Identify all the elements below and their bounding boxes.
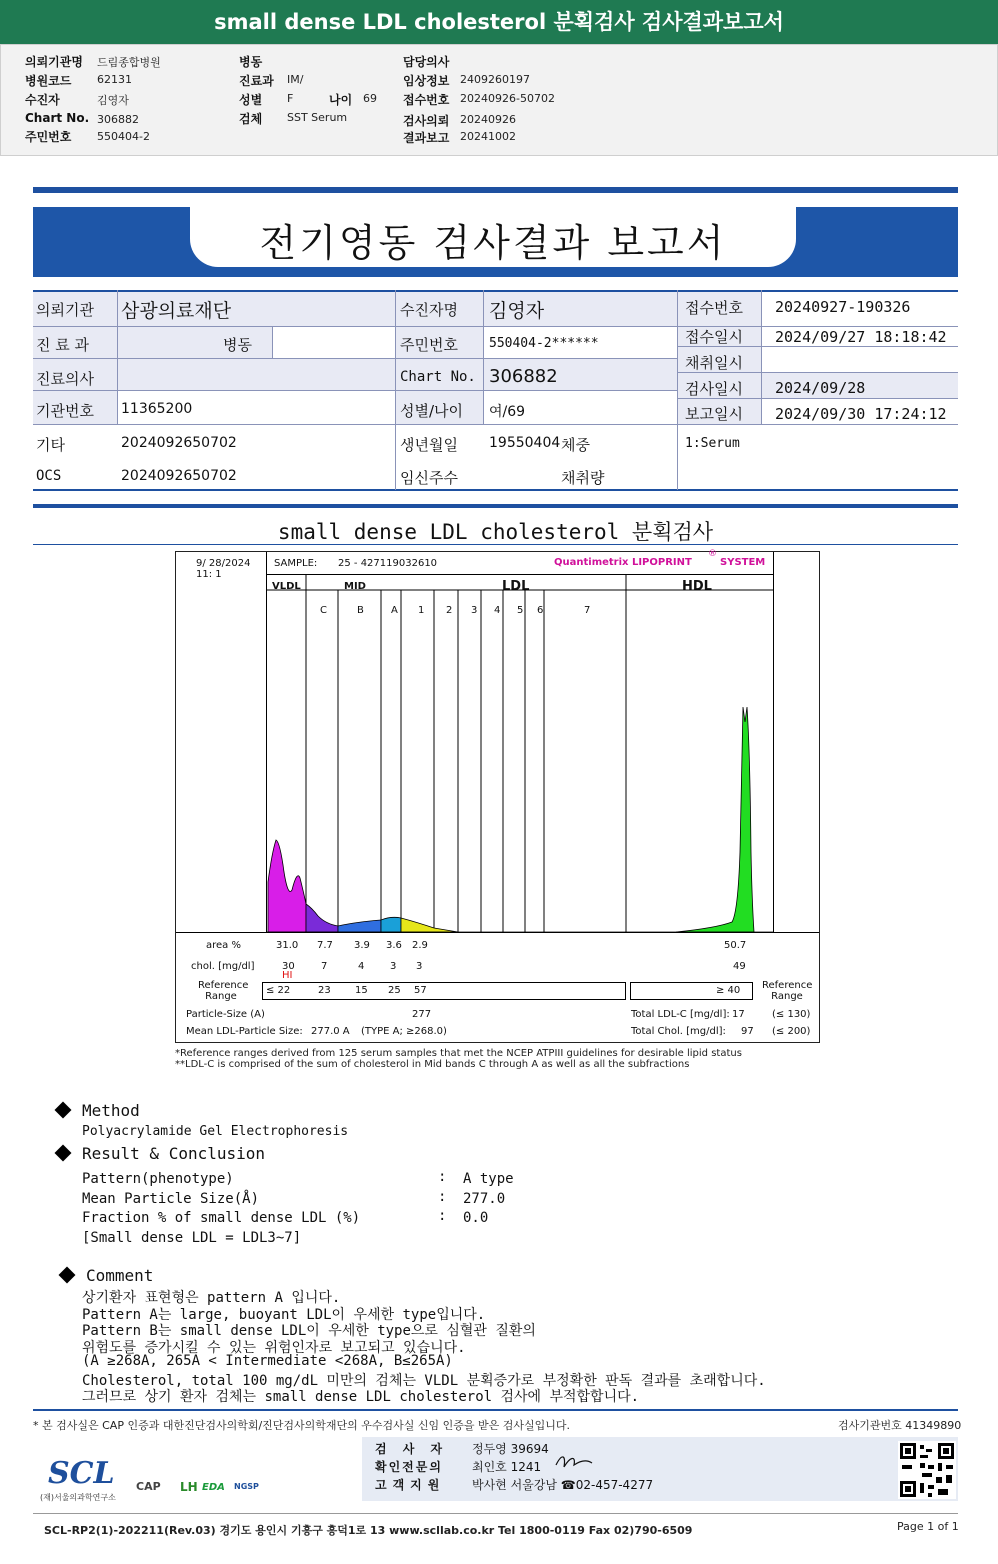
chol-label: chol. [mg/dl] bbox=[191, 961, 255, 972]
result-colon: : bbox=[438, 1169, 447, 1185]
chol-value: 3 bbox=[390, 961, 397, 972]
total-chol-ref: (≤ 200) bbox=[772, 1026, 811, 1037]
signer-value: 박사현 서울강남 ☎02-457-4277 bbox=[472, 1478, 654, 1492]
fraction-area-mid-a bbox=[381, 917, 401, 932]
doctor-label: 진료의사 bbox=[36, 370, 94, 388]
report-title: 전기영동 검사결과 보고서 bbox=[259, 221, 727, 265]
chol-value: 49 bbox=[733, 961, 746, 972]
high-flag: HI bbox=[282, 970, 293, 981]
area-value: 2.9 bbox=[412, 940, 428, 951]
fraction-area-ldl1 bbox=[401, 918, 458, 932]
signer-label: 검 사 자 bbox=[375, 1442, 449, 1456]
footer-rule bbox=[33, 1409, 958, 1411]
total-chol-value: 97 bbox=[741, 1026, 754, 1037]
particle-size-value: 277 bbox=[412, 1009, 432, 1020]
chol-value: 3 bbox=[416, 961, 423, 972]
band-label: 1 bbox=[418, 605, 425, 616]
sample-label: SAMPLE: bbox=[274, 558, 318, 569]
top-label: 진료과 bbox=[239, 74, 274, 88]
collect-label: 채취일시 bbox=[685, 354, 743, 372]
band-label: 6 bbox=[537, 605, 544, 616]
band-label: B bbox=[357, 605, 364, 616]
top-info-panel bbox=[0, 44, 998, 156]
scl-logo: SCL bbox=[48, 1456, 115, 1491]
diamond-bullet-icon bbox=[55, 1102, 72, 1119]
top-value: IM/ bbox=[287, 73, 304, 86]
sexage-label: 성별/나이 bbox=[400, 402, 464, 420]
comment-line: Pattern A는 large, buoyant LDL이 우세한 type입니다. bbox=[82, 1307, 486, 1323]
mean-ldl-type: (TYPE A; ≥268.0) bbox=[361, 1026, 447, 1037]
reference-value: 57 bbox=[414, 985, 427, 996]
top-value: 20240926-50702 bbox=[460, 92, 555, 105]
top-label: Chart No. bbox=[25, 111, 90, 125]
certification-note: * 본 검사실은 CAP 인증과 대한진단검사의학회/진단검사의학재단의 우수검사실 신임 인증을 받은 검사실입니다. bbox=[33, 1419, 571, 1432]
ocs-label: OCS bbox=[36, 468, 62, 484]
reference-value: ≤ 22 bbox=[266, 985, 291, 996]
band-label: C bbox=[320, 605, 327, 616]
patient-label: 수진자명 bbox=[400, 301, 458, 319]
top-value: SST Serum bbox=[287, 111, 348, 124]
total-chol-label: Total Chol. [mg/dl]: bbox=[631, 1026, 726, 1037]
bottom-rule bbox=[33, 1513, 958, 1514]
weight-label: 체중 bbox=[561, 436, 590, 454]
particle-size-label: Particle-Size (A) bbox=[186, 1009, 265, 1020]
report-label: 보고일시 bbox=[685, 405, 743, 423]
birth-value: 19550404 bbox=[489, 435, 561, 451]
qr-code-icon bbox=[898, 1441, 956, 1499]
receipt-dt-label: 접수일시 bbox=[685, 328, 743, 346]
area-value: 7.7 bbox=[317, 940, 333, 951]
band-label: 7 bbox=[584, 605, 591, 616]
reference-value: 15 bbox=[355, 985, 368, 996]
top-value: 62131 bbox=[97, 73, 132, 86]
sexage-value: 여/69 bbox=[489, 404, 526, 420]
top-label: 접수번호 bbox=[403, 93, 450, 107]
total-ldl-label: Total LDL-C [mg/dl]: bbox=[631, 1009, 730, 1020]
total-ldl-ref: (≤ 130) bbox=[772, 1009, 811, 1020]
section-title: small dense LDL cholesterol 분획검사 bbox=[277, 520, 714, 544]
test-value: 2024/09/28 bbox=[775, 379, 866, 397]
top-label: 병원코드 bbox=[25, 74, 72, 88]
signer-value: 최인호 1241 bbox=[472, 1460, 542, 1474]
comment-line: 그러므로 상기 환자 검체는 small dense LDL cholesterol 검사에 부적합합니다. bbox=[82, 1389, 640, 1405]
brand-registered-icon: ® bbox=[708, 549, 717, 559]
birth-label: 생년월일 bbox=[400, 436, 458, 454]
reference-box bbox=[262, 982, 626, 1000]
inst-label: 기관번호 bbox=[36, 402, 94, 420]
fraction-area-mid-c bbox=[306, 904, 338, 932]
top-value: 69 bbox=[363, 92, 377, 105]
signer-panel bbox=[362, 1437, 958, 1501]
report-banner-title: small dense LDL cholesterol 분획검사 검사결과보고서 bbox=[0, 0, 998, 44]
result-colon: : bbox=[438, 1208, 447, 1224]
rrn-label: 주민번호 bbox=[400, 336, 458, 354]
ward-value: 병동 bbox=[223, 336, 252, 354]
top-label: 검사의뢰 bbox=[403, 114, 450, 128]
reference-label: Reference Range bbox=[198, 980, 249, 1002]
top-value: 550404-2 bbox=[97, 130, 150, 143]
ngsp-logo: NGSP bbox=[234, 1482, 259, 1491]
institution-number: 검사기관번호 41349890 bbox=[838, 1419, 962, 1432]
area-value: 31.0 bbox=[276, 940, 299, 951]
receipt-no-value: 20240927-190326 bbox=[775, 298, 911, 316]
area-value: 3.9 bbox=[354, 940, 370, 951]
top-label: 임상정보 bbox=[403, 74, 450, 88]
chol-value: 30 bbox=[282, 961, 295, 972]
patient-info-table bbox=[33, 290, 958, 490]
fraction-area-vldl bbox=[268, 840, 306, 932]
vol-label: 채취량 bbox=[561, 469, 605, 487]
band-label: 3 bbox=[471, 605, 478, 616]
receipt-dt-value: 2024/09/27 18:18:42 bbox=[775, 328, 947, 346]
group-label: VLDL bbox=[272, 581, 301, 592]
receipt-no-label: 접수번호 bbox=[685, 299, 743, 317]
method-text: Polyacrylamide Gel Electrophoresis bbox=[82, 1124, 349, 1139]
requester-label: 의뢰기관 bbox=[36, 301, 94, 319]
chart-label: Chart No. bbox=[400, 369, 476, 385]
top-value: 20240926 bbox=[460, 113, 516, 126]
result-label: Pattern(phenotype) bbox=[82, 1171, 234, 1187]
chart-date: 9/ 28/2024 bbox=[196, 558, 251, 569]
chart-value: 306882 bbox=[489, 366, 558, 387]
footnote: **LDL-C is comprised of the sum of cholesterol in Mid bands C through A as well as all the subfractions bbox=[175, 1059, 690, 1070]
report-value: 2024/09/30 17:24:12 bbox=[775, 405, 947, 423]
ocs-value: 2024092650702 bbox=[121, 468, 237, 484]
cap-logo: CAP bbox=[136, 1480, 161, 1493]
diamond-bullet-icon bbox=[55, 1145, 72, 1162]
group-label: HDL bbox=[682, 579, 712, 594]
top-label: 검체 bbox=[239, 112, 263, 126]
signer-label: 확인전문의 bbox=[375, 1460, 443, 1474]
signer-value: 정두영 39694 bbox=[472, 1442, 549, 1456]
bottom-address: SCL-RP2(1)-202211(Rev.03) 경기도 용인시 기흥구 흥덕1로 13 www.scllab.co.kr Tel 1800-0119 Fax 02)790-6509 bbox=[44, 1524, 693, 1537]
band-label: A bbox=[391, 605, 398, 616]
top-value: 20241002 bbox=[460, 130, 516, 143]
top-label: 담당의사 bbox=[403, 55, 450, 69]
signer-label: 고객지원 bbox=[375, 1478, 446, 1492]
eda-logo: EDA bbox=[202, 1482, 225, 1493]
top-value: 2409260197 bbox=[460, 73, 530, 86]
fraction-area-hdl bbox=[676, 707, 754, 932]
inst-value: 11365200 bbox=[121, 401, 193, 417]
top-label: 병동 bbox=[239, 55, 263, 69]
result-value: 0.0 bbox=[463, 1210, 489, 1226]
dept-label: 진 료 과 bbox=[36, 336, 90, 354]
signature-icon bbox=[552, 1451, 596, 1473]
test-label: 검사일시 bbox=[685, 380, 743, 398]
area-value: 3.6 bbox=[386, 940, 402, 951]
result-label: Mean Particle Size(Å) bbox=[82, 1191, 260, 1207]
page-number: Page 1 of 1 bbox=[897, 1520, 959, 1533]
requester-value: 삼광의료재단 bbox=[121, 300, 232, 322]
chol-value: 4 bbox=[358, 961, 365, 972]
specimen-value: 1:Serum bbox=[685, 436, 740, 451]
method-heading: Method bbox=[82, 1101, 140, 1120]
rrn-value: 550404-2****** bbox=[489, 336, 599, 351]
comment-line: (A ≥268A, 265A < Intermediate <268A, B≤265A) bbox=[82, 1353, 453, 1369]
footnote: *Reference ranges derived from 125 serum samples that met the NCEP ATPIII guidelines for desirable lipid status bbox=[175, 1048, 742, 1059]
brand-name: Quantimetrix LIPOPRINT bbox=[554, 557, 692, 568]
diamond-bullet-icon bbox=[59, 1267, 76, 1284]
patient-value: 김영자 bbox=[489, 300, 545, 322]
comment-line: Cholesterol, total 100 mg/dL 미만의 검체는 VLDL 분획증가로 부정확한 판독 결과를 초래합니다. bbox=[82, 1373, 766, 1389]
comment-line: Pattern B는 small dense LDL이 우세한 type으로 심혈관 질환의 bbox=[82, 1323, 536, 1339]
top-label: 주민번호 bbox=[25, 130, 72, 144]
result-value: 277.0 bbox=[463, 1191, 506, 1207]
fraction-area-mid-b bbox=[338, 920, 381, 932]
result-value: A type bbox=[463, 1171, 514, 1187]
comment-line: 위험도를 증가시킬 수 있는 위험인자로 보고되고 있습니다. bbox=[82, 1340, 466, 1356]
result-heading: Result & Conclusion bbox=[82, 1144, 266, 1163]
lh-logo: LH bbox=[180, 1480, 198, 1494]
scl-logo-subtitle: (재)서울의과학연구소 bbox=[40, 1493, 116, 1502]
header-rule bbox=[33, 187, 958, 193]
top-label: 결과보고 bbox=[403, 131, 450, 145]
group-label: MID bbox=[344, 581, 366, 592]
band-label: 4 bbox=[494, 605, 501, 616]
section-underline bbox=[33, 544, 958, 545]
band-label: 2 bbox=[446, 605, 453, 616]
section-rule bbox=[33, 504, 958, 508]
area-label: area % bbox=[206, 940, 241, 951]
top-label: 의뢰기관명 bbox=[25, 55, 83, 69]
result-label: Fraction % of small dense LDL (%) bbox=[82, 1210, 361, 1226]
electrophoresis-trace bbox=[176, 552, 819, 932]
preg-label: 임신주수 bbox=[400, 469, 458, 487]
top-value: 306882 bbox=[97, 113, 139, 126]
top-label: 나이 bbox=[329, 93, 353, 107]
brand-tail: SYSTEM bbox=[720, 557, 766, 568]
top-label: 성별 bbox=[239, 93, 263, 107]
mean-ldl-value: 277.0 A bbox=[311, 1026, 350, 1037]
etc-value: 2024092650702 bbox=[121, 435, 237, 451]
total-ldl-value: 17 bbox=[732, 1009, 745, 1020]
reference-value: 23 bbox=[318, 985, 331, 996]
hdl-reference-value: ≥ 40 bbox=[716, 985, 741, 996]
lipoprint-chart bbox=[175, 551, 820, 1043]
reference-value: 25 bbox=[388, 985, 401, 996]
comment-line: 상기환자 표현형은 pattern A 입니다. bbox=[82, 1290, 341, 1306]
top-value: 드림종합병원 bbox=[97, 56, 161, 69]
top-label: 수진자 bbox=[25, 93, 60, 107]
comment-heading: Comment bbox=[86, 1266, 154, 1285]
mean-ldl-label: Mean LDL-Particle Size: bbox=[186, 1026, 303, 1037]
reference-label-right: Reference Range bbox=[762, 980, 813, 1002]
sample-value: 25 - 427119032610 bbox=[338, 558, 438, 569]
band-label: 5 bbox=[517, 605, 524, 616]
chol-value: 7 bbox=[321, 961, 328, 972]
top-value: F bbox=[287, 92, 294, 105]
chart-time: 11: 1 bbox=[196, 569, 222, 580]
etc-label: 기타 bbox=[36, 436, 65, 454]
area-value: 50.7 bbox=[724, 940, 747, 951]
result-colon: : bbox=[438, 1189, 447, 1205]
top-value: 김영자 bbox=[97, 94, 129, 107]
result-note: [Small dense LDL = LDL3~7] bbox=[82, 1230, 302, 1246]
group-label: LDL bbox=[502, 579, 530, 594]
